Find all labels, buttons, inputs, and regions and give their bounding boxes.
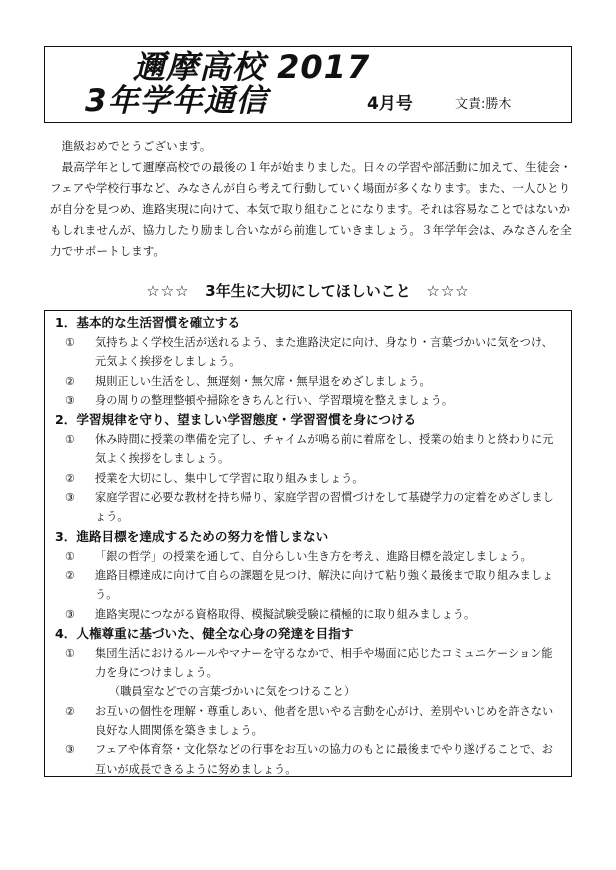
- item-number: ②: [65, 471, 76, 485]
- list-item: [55, 740, 563, 779]
- item-text: 授業を大切にし、集中して学習に取り組みましょう。: [95, 471, 364, 485]
- item-text: 規則正しい生活をし、無遅刻・無欠席・無早退をめざしましょう。: [95, 374, 431, 388]
- list-item: [55, 469, 563, 488]
- item-number: ②: [65, 568, 76, 582]
- item-number: ③: [65, 607, 76, 621]
- section-title: [44, 280, 572, 302]
- list-item: [55, 644, 563, 683]
- item-number: ①: [65, 549, 76, 563]
- list-item: [55, 391, 563, 410]
- stars-left: ☆☆☆: [146, 282, 190, 300]
- group-heading: 1．基本的な生活習慣を確立する: [55, 315, 241, 330]
- item-number: ③: [65, 743, 76, 757]
- group-heading: 4．人権尊重に基づいた、健全な心身の発達を目指す: [55, 625, 354, 641]
- item-number: ②: [65, 374, 76, 388]
- list-item: [55, 372, 563, 391]
- item-number: ①: [65, 336, 76, 349]
- group-heading: 2．学習規律を守り、望ましい学習態度・学習習慣を身につける: [55, 412, 417, 428]
- newsletter-header: [44, 46, 572, 123]
- item-text: 進路実現につながる資格取得、模擬試験受験に積極的に取り組みましょう。: [95, 607, 476, 621]
- item-number: ①: [65, 646, 76, 660]
- newsletter-title: 3年学年通信: [85, 83, 268, 119]
- item-number: ①: [65, 433, 76, 447]
- item-text: 進路目標達成に向けて自らの課題を見つけ、解決に向けて粘り強く最後まで取り組みましょう。: [95, 568, 554, 602]
- list-item: [55, 430, 563, 469]
- list-item: [55, 488, 563, 527]
- item-text: フェアや体育祭・文化祭などの行事をお互いの協力のもとに最後までやり遂げることで、お互いが成長できるように努めましょう。: [95, 743, 553, 776]
- item-text: 集団生活におけるルールやマナーを守るなかで、相手や場面に応じたコミュニケーション能力を身につけましょう。: [95, 646, 553, 680]
- section-heading: 3年生に大切にしてほしいこと: [205, 282, 411, 300]
- author-label: 文責:勝木: [455, 97, 512, 112]
- item-text: 休み時間に授業の準備を完了し、チャイムが鳴る前に着席をし、授業の始まりと終わりに元気よく挨拶をしましょう。: [95, 433, 554, 466]
- list-item: [55, 333, 563, 372]
- list-item: [55, 547, 563, 566]
- issue-label: 4月号: [367, 94, 413, 114]
- item-text: 気持ちよく学校生活が送れるよう、また進路決定に向け、身なり・言葉づかいに気をつけ、元気よく挨拶をしましょう。: [95, 336, 553, 369]
- item-text: 家庭学習に必要な教材を持ち帰り、家庭学習の習慣づけをして基礎学力の定着をめざしましょう。: [95, 491, 554, 524]
- intro-greeting: 進級おめでとうございます。: [61, 139, 212, 153]
- list-item: [55, 605, 563, 624]
- intro-body: 最高学年として邇摩高校での最後の１年が始まりました。日々の学習や部活動に加えて、生徒会・フェアや学校行事など、みなさんが自ら考えて行動していく場面が多くなります。また、一人ひとりが自分を見つめ、進路実現に向けて、本気で取り組むことになります。それは容易なことではないかもしれませんが、協力したり励まし合いながら前進していきましょう。３年学年会は、みなさんを全力でサポートします。: [50, 160, 572, 258]
- stars-right: ☆☆☆: [426, 282, 470, 300]
- intro-text: [50, 136, 572, 262]
- item-text: 「銀の哲学」の授業を通して、自分らしい生き方を考え、進路目標を設定しましょう。: [95, 549, 532, 563]
- list-item: [55, 566, 563, 605]
- school-title: 邇摩高校 2017: [133, 48, 371, 86]
- item-number: ②: [65, 704, 76, 718]
- item-text: お互いの個性を理解・尊重しあい、他者を思いやる言動を心がけ、差別やいじめを許さない良好な人間関係を築きましょう。: [95, 704, 554, 738]
- item-note: （職員室などでの言葉づかいに気をつけること）: [109, 685, 356, 699]
- item-number: ③: [65, 393, 76, 407]
- goals-box: [44, 310, 572, 777]
- list-item: [55, 702, 563, 741]
- item-text: 身の周りの整理整頓や掃除をきちんと行い、学習環境を整えましょう。: [95, 393, 454, 407]
- group-heading: 3．進路目標を達成するための努力を惜しまない: [55, 528, 329, 544]
- item-number: ③: [65, 491, 76, 505]
